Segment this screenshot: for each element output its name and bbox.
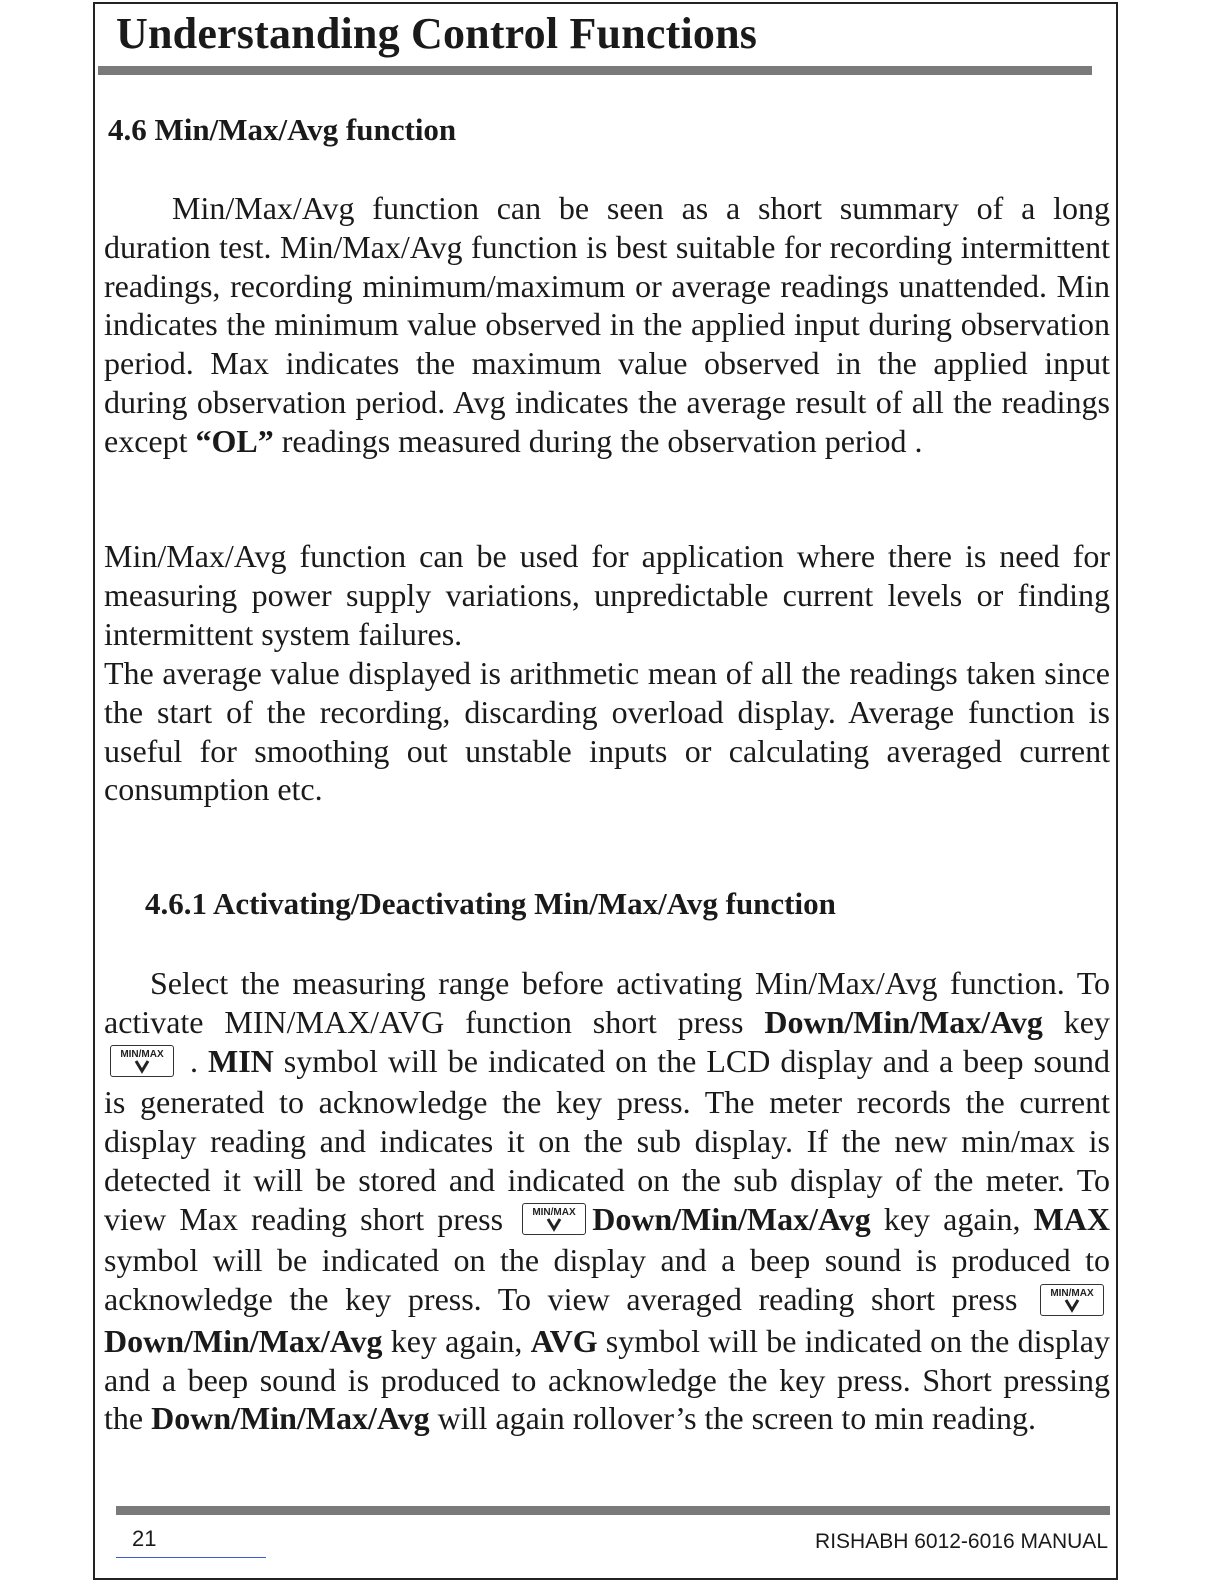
min-max-key-icon <box>1040 1284 1104 1316</box>
ol-text: “OL” <box>195 422 274 459</box>
paragraph-average: The average value displayed is arithmetic mean of all the readings taken since the start of the recording, discarding overload display. Average function is useful for smoothing out unstable inputs or calculating averaged current consumption etc. <box>104 655 1110 808</box>
min-max-key-icon <box>522 1203 586 1235</box>
section-heading: 4.6 Min/Max/Avg function <box>108 112 457 147</box>
footer-rule <box>116 1506 1110 1515</box>
footer-underline <box>116 1557 266 1558</box>
header-rule <box>98 66 1092 75</box>
paragraph-intro: Min/Max/Avg function can be seen as a short summary of a long duration test. Min/Max/Avg function is best suitable for recording intermittent readings, recording minimum/maximum or average readings unattended. Min indicates the minimum value observed in the applied input during observation period. Max indicates the maximum value observed in the applied input during observation period. Avg indicates the average result of all the readings except “OL” readings measured during the observation period . <box>104 190 1110 459</box>
manual-title: RISHABH 6012-6016 MANUAL <box>815 1530 1108 1553</box>
paragraph-applications: Min/Max/Avg function can be used for application where there is need for measuring power supply variations, unpredictable current levels or finding intermittent system failures. <box>104 538 1110 652</box>
key-icon-label: MIN/MAX <box>532 1207 576 1219</box>
paragraph-activation: Select the measuring range before activating Min/Max/Avg function. To activate MIN/MAX/AVG function short press Down/Min/Max/Avg key MIN/MAX . MIN symbol will be indicated on the LCD display and a beep sound is generated to acknowledge the key press. The meter records the current display reading and indicates it on the sub display. If the new min/max is detected it will be stored and indicated on the sub display of the meter. To view Max reading short press MIN/MAX Down/Min/Max/Avg key again, MAX symbol will be indicated on the display and a beep sound is produced to acknowledge the key press. To view averaged reading short press MIN/MAX Down/Min/Max/Avg key again, AVG symbol will be indicated on the display and a beep sound is produced to acknowledge the key press. Short pressing the Down/Min/Max/Avg will again rollover’s the screen to min reading. <box>104 965 1111 1437</box>
key-icon-label: MIN/MAX <box>1050 1287 1094 1299</box>
subsection-heading: 4.6.1 Activating/Deactivating Min/Max/Avg function <box>145 886 836 921</box>
min-max-key-icon <box>110 1045 174 1077</box>
key-icon-label: MIN/MAX <box>120 1049 164 1061</box>
page-number: 21 <box>132 1526 157 1551</box>
page-title: Understanding Control Functions <box>116 9 758 58</box>
